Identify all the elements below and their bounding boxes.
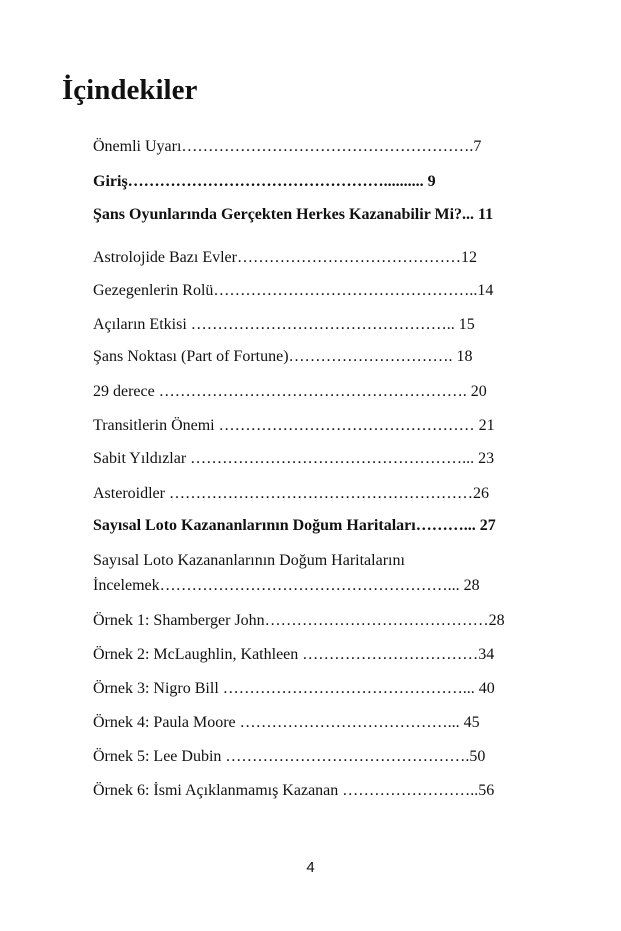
toc-entry-ornek-2: Örnek 2: McLaughlin, Kathleen ……………………………34	[93, 646, 495, 663]
toc-entry-inceleme-line1: Sayısal Loto Kazananlarının Doğum Haritalarını	[93, 552, 405, 569]
toc-entry-inceleme-line2: İncelemek………………………………………………... 28	[93, 577, 480, 594]
toc-entry-astrolojide-evler: Astrolojide Bazı Evler……………………………………12	[93, 249, 477, 266]
toc-entry-ornek-4: Örnek 4: Paula Moore …………………………………... 45	[93, 714, 480, 731]
toc-entry-sans-oyunlari: Şans Oyunlarında Gerçekten Herkes Kazanabilir Mi?... 11	[93, 206, 494, 223]
page-title: İçindekiler	[62, 74, 198, 106]
toc-entry-sans-noktasi: Şans Noktası (Part of Fortune)…………………………. 18	[93, 348, 473, 365]
toc-entry-29-derece: 29 derece …………………………………………………. 20	[93, 383, 487, 400]
toc-entry-sabit-yildizlar: Sabit Yıldızlar ……………………………………………... 23	[93, 450, 495, 467]
toc-entry-sayisal-loto-haritalari: Sayısal Loto Kazananlarının Doğum Haritaları………... 27	[93, 517, 496, 534]
toc-entry-ornek-6: Örnek 6: İsmi Açıklanmamış Kazanan ……………………..56	[93, 782, 495, 799]
toc-entry-transitlerin-onemi: Transitlerin Önemi ………………………………………… 21	[93, 417, 495, 434]
toc-entry-gezegenlerin-rolu: Gezegenlerin Rolü…………………………………………..14	[93, 282, 494, 299]
toc-entry-ornek-5: Örnek 5: Lee Dubin ……………………………………….50	[93, 748, 486, 765]
toc-entry-onemli-uyari: Önemli Uyarı……………………………………………….7	[93, 138, 482, 155]
toc-entry-giris: Giriş………………………………………….......... 9	[93, 173, 436, 190]
toc-entry-ornek-1: Örnek 1: Shamberger John……………………………………28	[93, 612, 505, 629]
page-number: 4	[306, 859, 315, 876]
toc-entry-ornek-3: Örnek 3: Nigro Bill ………………………………………... 40	[93, 680, 495, 697]
toc-entry-acilarin-etkisi: Açıların Etkisi ………………………………………….. 15	[93, 316, 475, 333]
toc-entry-asteroidler: Asteroidler …………………………………………………26	[93, 485, 489, 502]
